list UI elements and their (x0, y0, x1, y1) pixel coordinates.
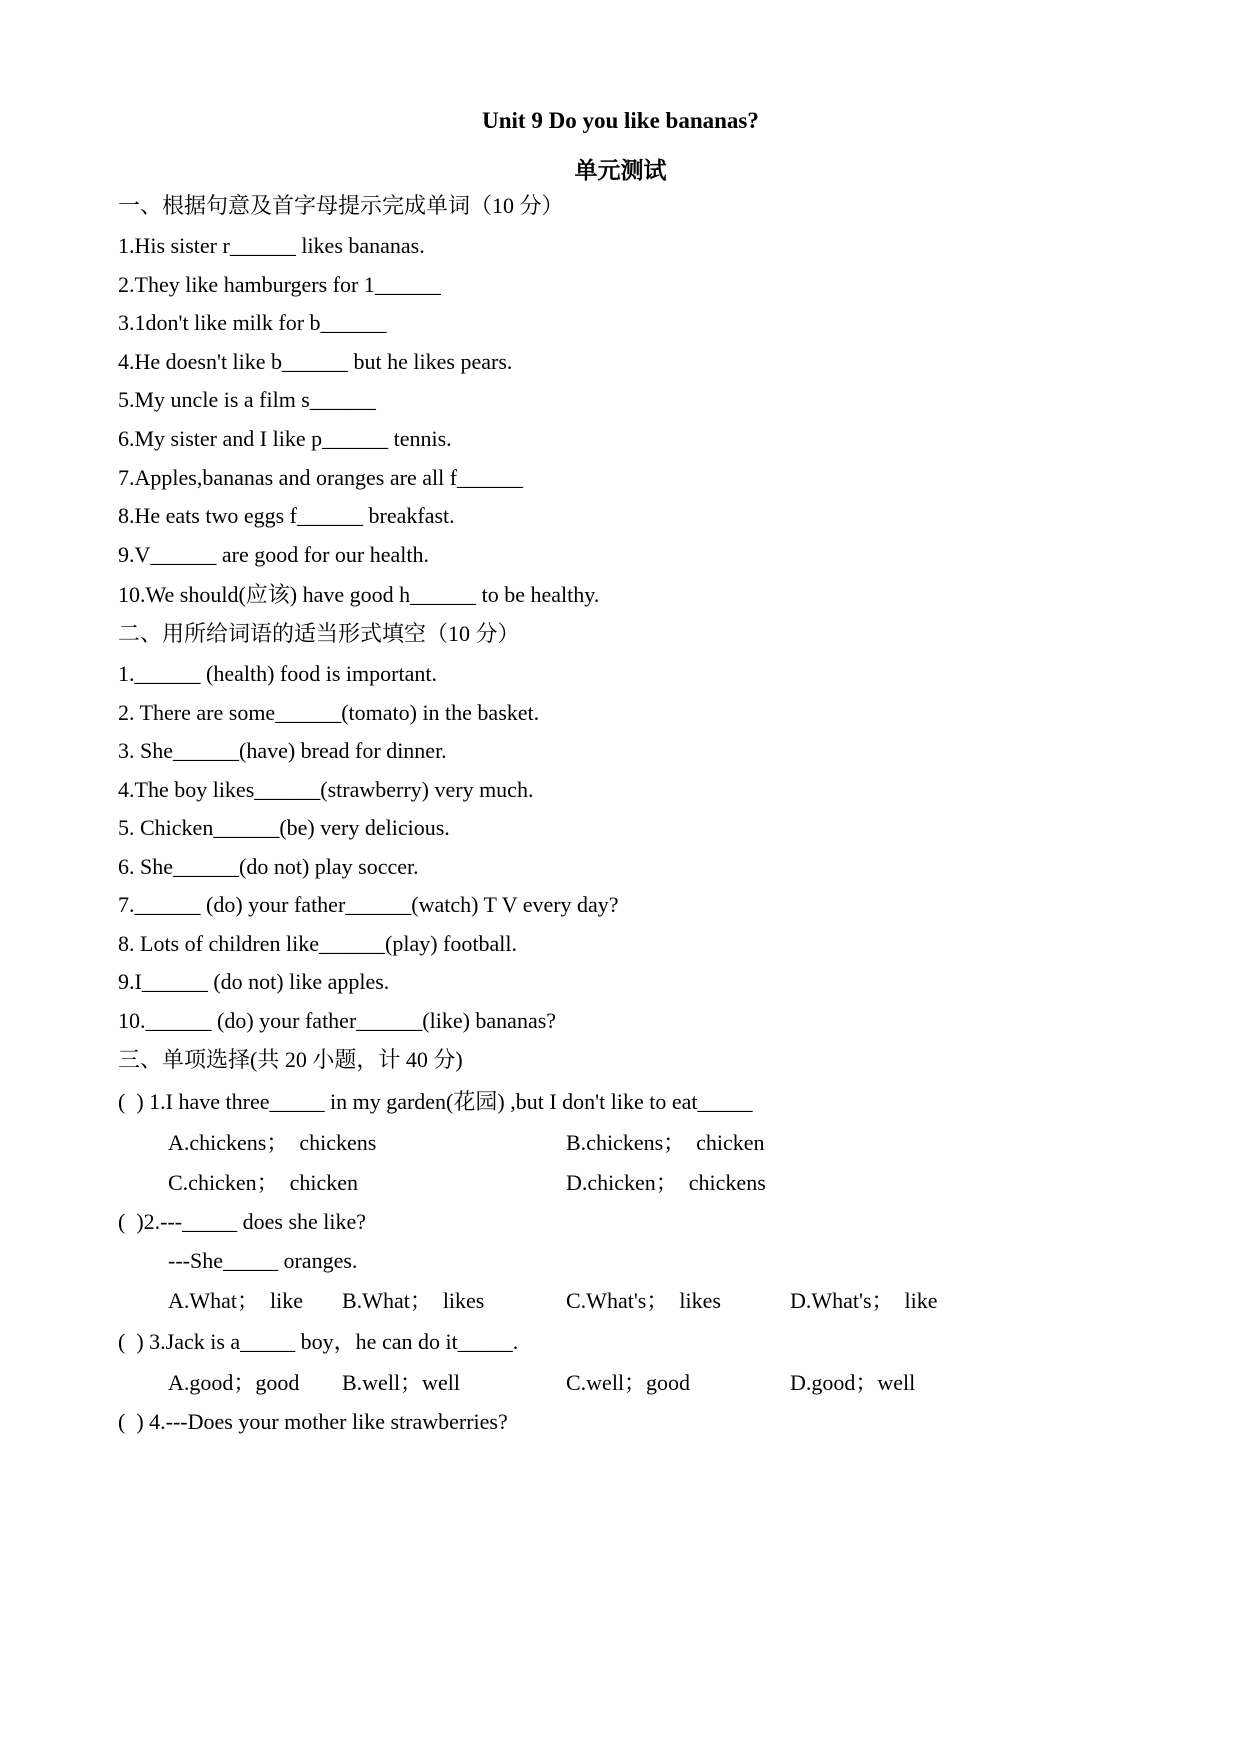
section2-item: 6. She______(do not) play soccer. (118, 854, 419, 879)
question-4-stem: ( ) 4.---Does your mother like strawberries? (118, 1409, 508, 1434)
section2-item: 1.______ (health) food is important. (118, 661, 437, 686)
question-2-option-c: C.What's； likes (566, 1288, 721, 1313)
section1-item: 4.He doesn't like b______ but he likes pears. (118, 349, 513, 374)
question-2-stem: ( )2.---_____ does she like? (118, 1209, 367, 1234)
section2-item: 8. Lots of children like______(play) football. (118, 931, 517, 956)
section1-item: 5.My uncle is a film s______ (118, 387, 376, 412)
question-1-stem: ( ) 1.I have three_____ in my garden(花园) ,but I don't like to eat_____ (118, 1089, 753, 1114)
section2-item: 9.I______ (do not) like apples. (118, 969, 390, 994)
section1-item: 2.They like hamburgers for 1______ (118, 272, 441, 297)
section1-item: 10.We should(应该) have good h______ to be healthy. (118, 582, 600, 607)
question-2-option-d: D.What's； like (790, 1288, 938, 1313)
section1-item: 8.He eats two eggs f______ breakfast. (118, 503, 455, 528)
section1-item: 1.His sister r______ likes bananas. (118, 233, 425, 258)
section1-item: 6.My sister and I like p______ tennis. (118, 426, 452, 451)
question-1-option-c: C.chicken； chicken (168, 1170, 358, 1195)
question-3-option-b: B.well；well (342, 1370, 460, 1395)
section1-item: 7.Apples,bananas and oranges are all f______ (118, 465, 524, 490)
question-1-option-b: B.chickens； chicken (566, 1130, 765, 1155)
section2-item: 3. She______(have) bread for dinner. (118, 738, 447, 763)
section1-item: 3.1don't like milk for b______ (118, 310, 387, 335)
section2-item: 2. There are some______(tomato) in the basket. (118, 700, 540, 725)
page-title: Unit 9 Do you like bananas? (482, 108, 759, 133)
question-3-option-a: A.good；good (168, 1370, 300, 1395)
section1-item: 9.V______ are good for our health. (118, 542, 429, 567)
section2-item: 4.The boy likes______(strawberry) very much. (118, 777, 534, 802)
section2-item: 5. Chicken______(be) very delicious. (118, 815, 450, 840)
section2-heading: 二、用所给词语的适当形式填空（10 分） (118, 621, 520, 646)
question-2-stem-reply: ---She_____ oranges. (168, 1248, 358, 1273)
section1-heading: 一、根据句意及首字母提示完成单词（10 分） (118, 193, 564, 218)
section2-item: 10.______ (do) your father______(like) bananas? (118, 1008, 557, 1033)
question-1-option-a: A.chickens； chickens (168, 1130, 377, 1155)
question-2-option-b: B.What； likes (342, 1288, 485, 1313)
question-3-stem: ( ) 3.Jack is a_____ boy，he can do it_____. (118, 1329, 519, 1354)
question-1-option-d: D.chicken； chickens (566, 1170, 766, 1195)
question-3-option-d: D.good；well (790, 1370, 916, 1395)
section3-heading: 三、单项选择(共 20 小题，计 40 分) (118, 1047, 463, 1072)
section2-item: 7.______ (do) your father______(watch) T V every day? (118, 892, 619, 917)
question-3-option-c: C.well；good (566, 1370, 691, 1395)
page-subtitle: 单元测试 (574, 158, 667, 183)
question-2-option-a: A.What； like (168, 1288, 304, 1313)
